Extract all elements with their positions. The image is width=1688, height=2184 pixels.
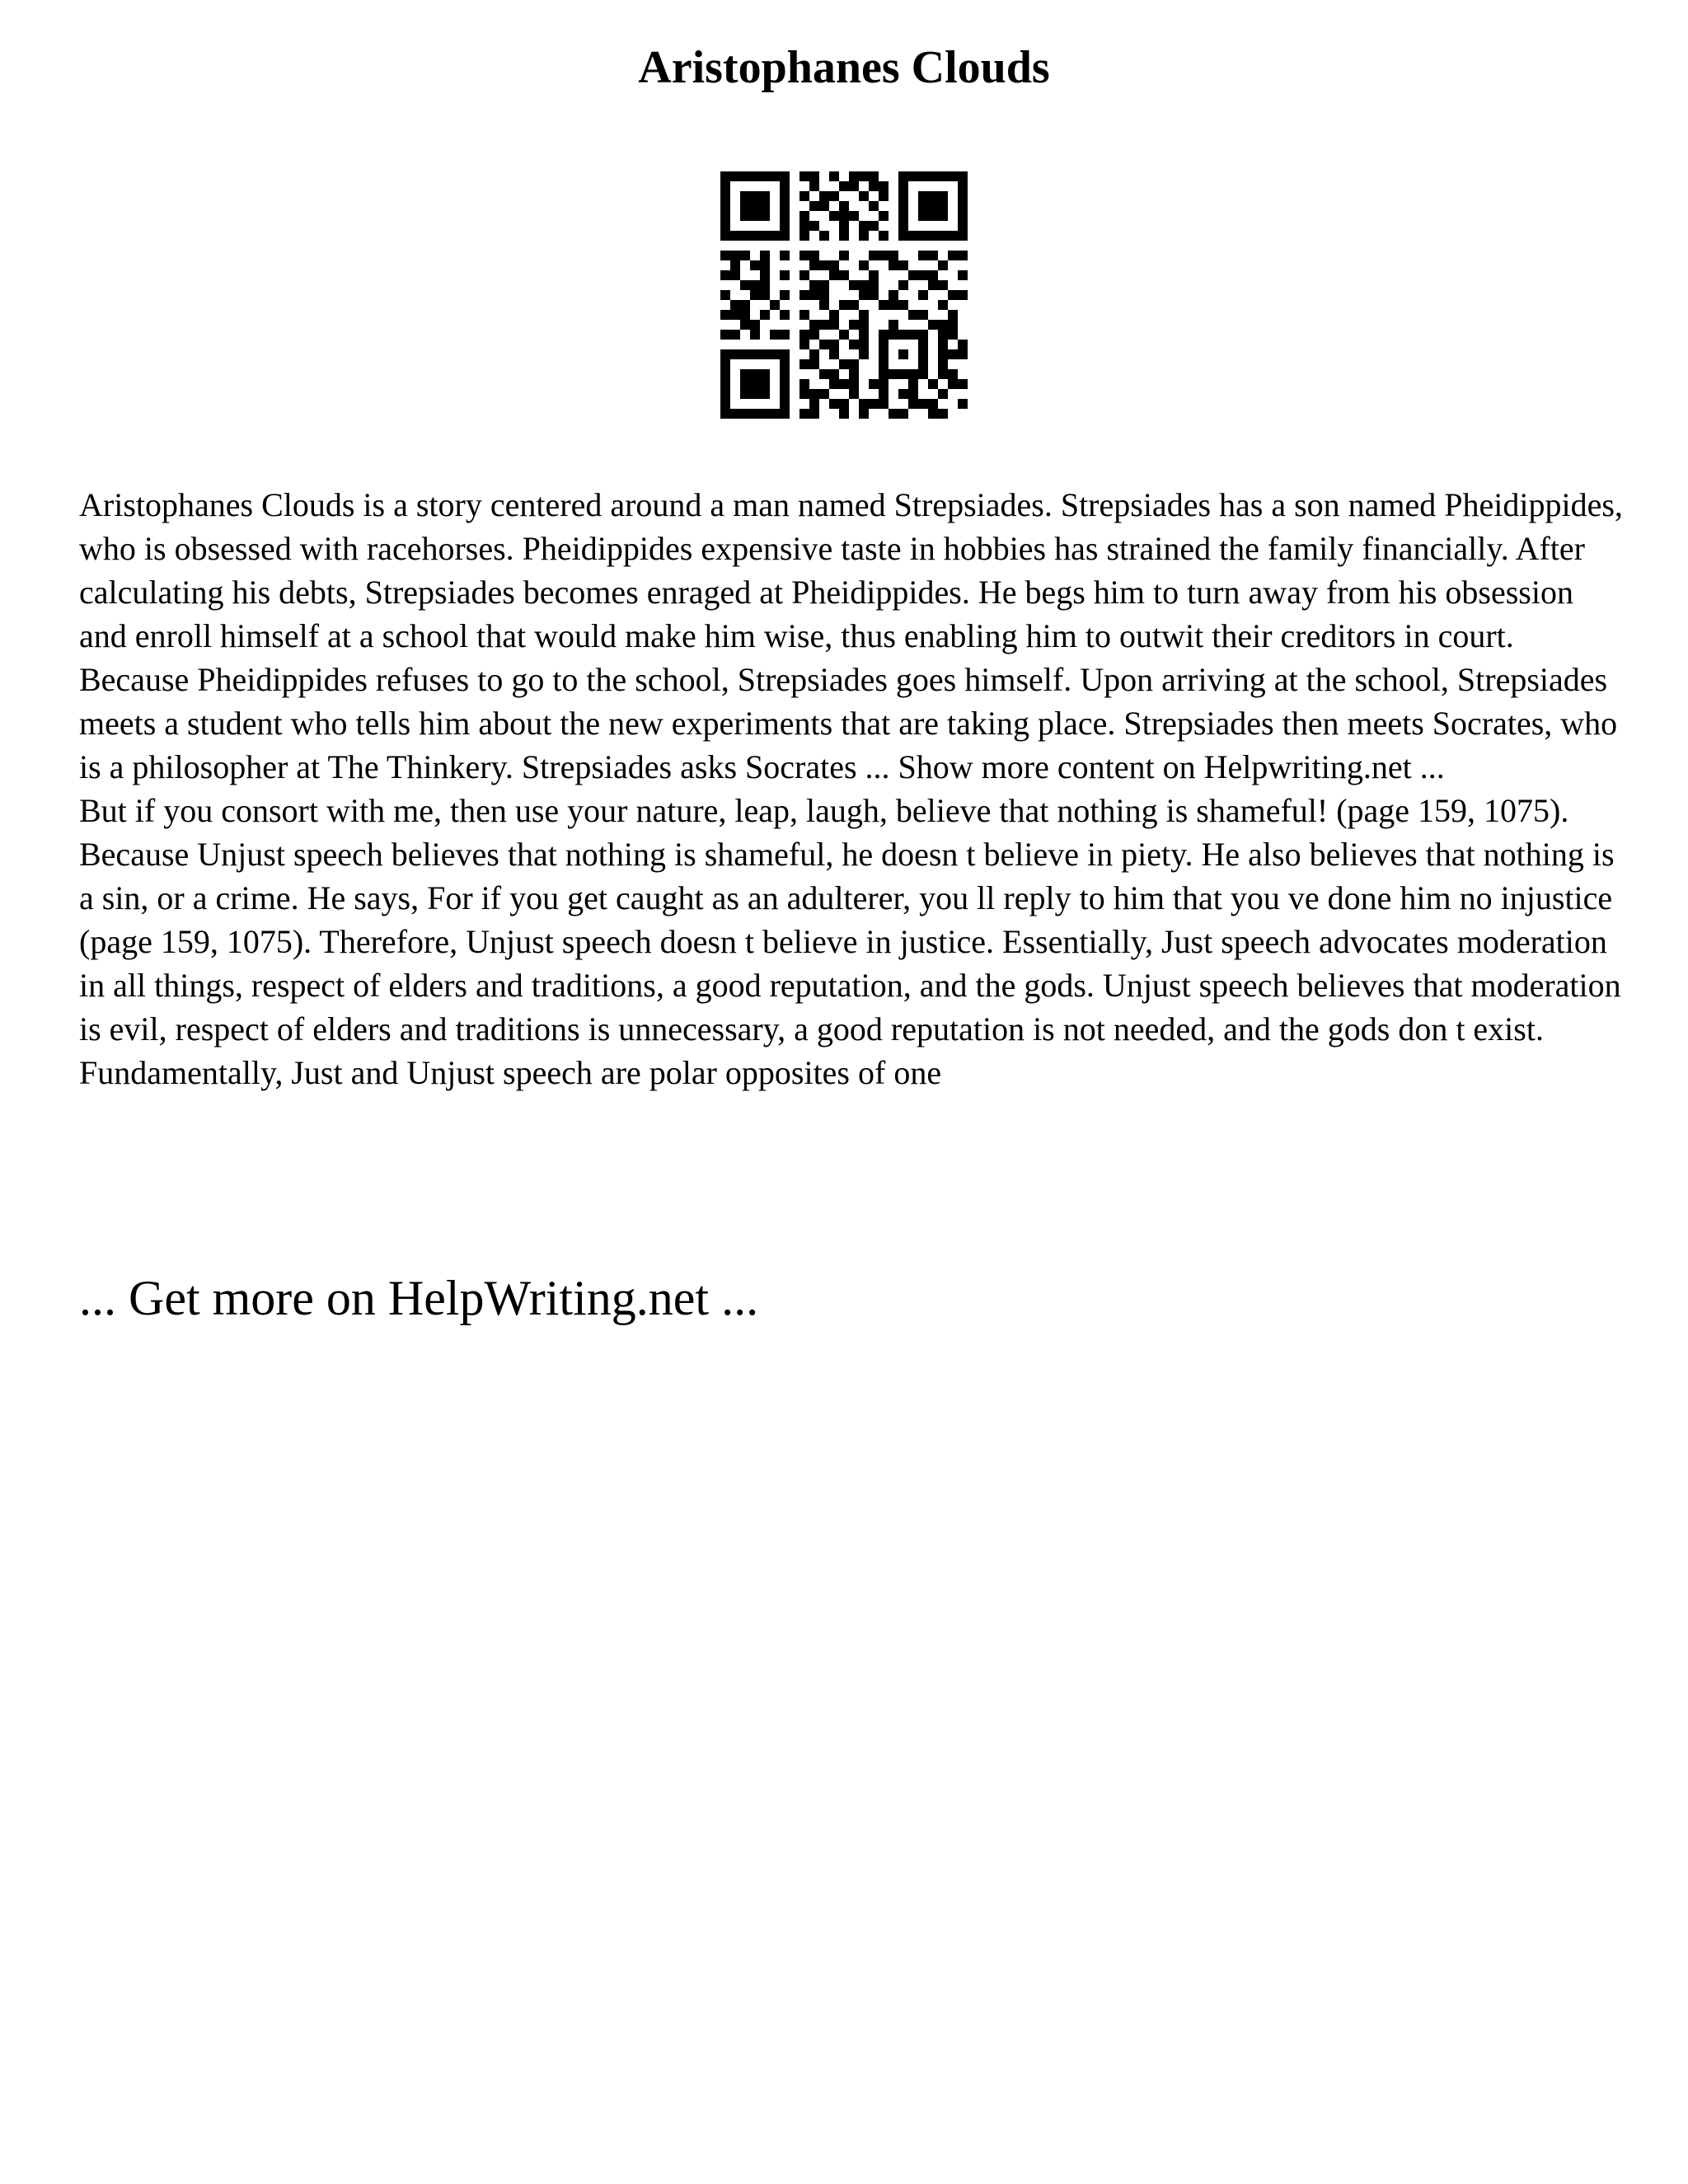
qr-code-icon bbox=[720, 171, 968, 419]
article-paragraph-1: Aristophanes Clouds is a story centered around a man named Strepsiades. Strepsiades has a son named Pheidippides, who is obsessed with racehorses. Pheidippides expensive taste in hobbies has strained the family financially. After calculating his debts, Strepsiades becomes enraged at Pheidippides. He begs him to turn away from his obsession and enroll himself at a school that would make him wise, thus enabling him to outwit their creditors in court. Because Pheidippides refuses to go to the school, Strepsiades goes himself. Upon arriving at the school, Strepsiades meets a student who tells him about the new experiments that are taking place. Strepsiades then meets Socrates, who is a philosopher at The Thinkery. Strepsiades asks Socrates ... Show more content on Helpwriting.net ... bbox=[79, 486, 1623, 785]
article-paragraph-2: But if you consort with me, then use your nature, leap, laugh, believe that nothing is shameful! (page 159, 1075). Because Unjust speech believes that nothing is shameful, he doesn t believe in piety. He also believes that nothing is a sin, or a crime. He says, For if you get caught as an adulterer, you ll reply to him that you ve done him no injustice (page 159, 1075). Therefore, Unjust speech doesn t believe in justice. Essentially, Just speech advocates moderation in all things, respect of elders and traditions, a good reputation, and the gods. Unjust speech believes that moderation is evil, respect of elders and traditions is unnecessary, a good reputation is not needed, and the gods don t exist. Fundamentally, Just and Unjust speech are polar opposites of one bbox=[79, 792, 1621, 1091]
page-title: Aristophanes Clouds bbox=[638, 42, 1050, 93]
article-body bbox=[79, 483, 1629, 1094]
get-more-link[interactable]: ... Get more on HelpWriting.net ... bbox=[79, 1271, 759, 1325]
